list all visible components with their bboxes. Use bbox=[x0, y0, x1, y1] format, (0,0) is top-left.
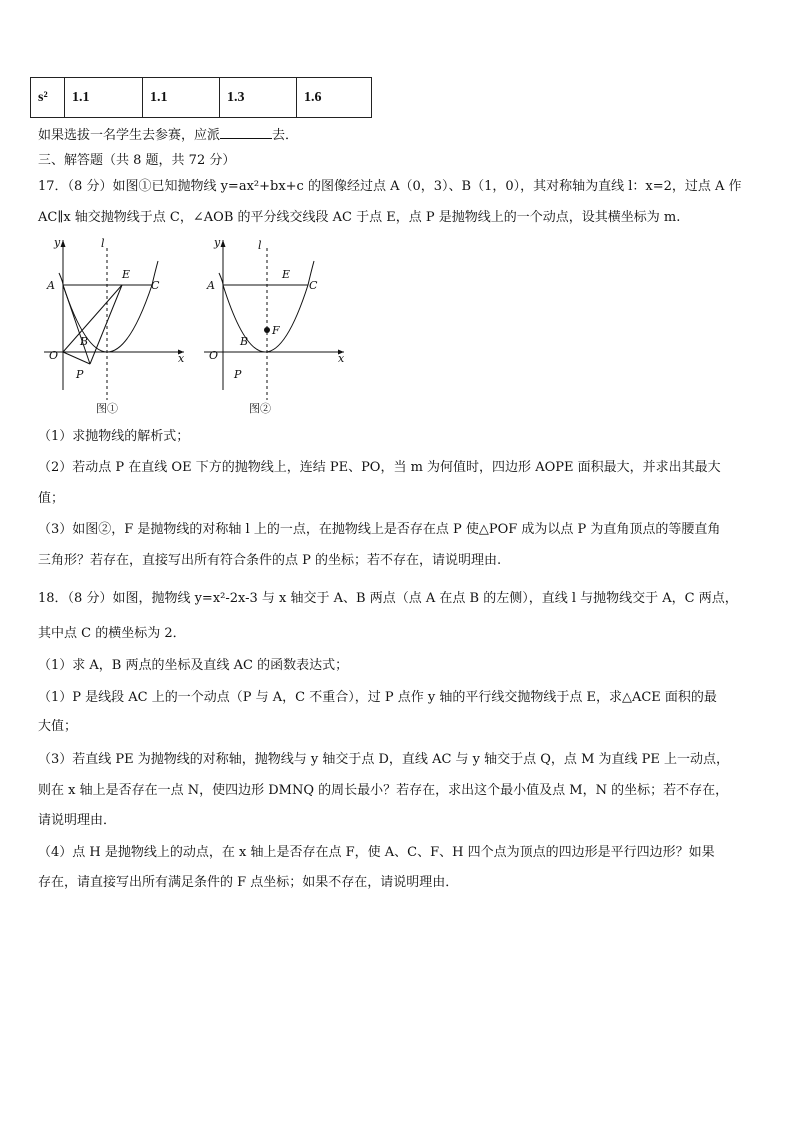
q17-line1: 17．（8 分）如图①已知抛物线 y=ax²+bx+c 的图像经过点 A（0，3）、B（1，0），其对称轴为直线 l：x=2，过点 A 作 bbox=[38, 179, 742, 194]
label-x: x bbox=[178, 352, 185, 365]
label-B: B bbox=[240, 335, 249, 348]
table-cell: 1.3 bbox=[220, 78, 297, 118]
label-P: P bbox=[76, 368, 84, 381]
parabola-ends bbox=[59, 261, 158, 285]
q18-part3-line3: 请说明理由． bbox=[38, 813, 117, 828]
q18-line2: 其中点 C 的横坐标为 2． bbox=[38, 626, 186, 641]
y-axis-arrow-icon bbox=[221, 240, 226, 247]
figure-2-caption: 图② bbox=[249, 402, 271, 415]
q18-part4-line1: （4）点 H 是抛物线上的动点，在 x 轴上是否存在点 F，使 A、C、F、H 四个点为顶点的四边形是平行四边形？如果 bbox=[38, 845, 715, 860]
q18-part4-line2: 存在，请直接写出所有满足条件的 F 点坐标；如果不存在，请说明理由． bbox=[38, 875, 459, 890]
q18-part2-line2: 大值； bbox=[38, 719, 78, 734]
label-C: C bbox=[309, 279, 318, 292]
section-heading: 三、解答题（共 8 题，共 72 分） bbox=[38, 153, 236, 168]
label-l: l bbox=[258, 239, 262, 252]
label-B: B bbox=[80, 335, 89, 348]
label-y: y bbox=[54, 236, 61, 249]
figure-2 bbox=[200, 230, 350, 420]
q16-text-before: 如果选拔一名学生去参赛，应派 bbox=[38, 128, 221, 143]
label-l: l bbox=[101, 237, 105, 250]
q18-line1: 18．（8 分）如图，抛物线 y=x²-2x-3 与 x 轴交于 A、B 两点（点 A 在点 B 的左侧），直线 l 与抛物线交于 A，C 两点， bbox=[38, 591, 738, 606]
segment-OP bbox=[63, 352, 90, 364]
table-cell: 1.1 bbox=[65, 78, 143, 118]
q17-part2-line2: 值； bbox=[38, 491, 65, 506]
q18-part1: （1）求 A，B 两点的坐标及直线 AC 的函数表达式； bbox=[38, 658, 349, 673]
q17-part1: （1）求抛物线的解析式； bbox=[38, 429, 190, 444]
q16-text-after: 去． bbox=[272, 128, 299, 143]
variance-table bbox=[30, 77, 372, 118]
label-P: P bbox=[234, 368, 242, 381]
table-cell: 1.1 bbox=[143, 78, 220, 118]
q18-part3-line2: 则在 x 轴上是否存在一点 N，使四边形 DMNQ 的周长最小？若存在，求出这个最小值及点 M，N 的坐标；若不存在， bbox=[38, 783, 729, 798]
y-axis-arrow-icon bbox=[61, 240, 66, 247]
q18-part2-line1: （1）P 是线段 AC 上的一个动点（P 与 A，C 不重合），过 P 点作 y 轴的平行线交抛物线于点 E，求△ACE 面积的最 bbox=[38, 690, 717, 705]
label-x: x bbox=[338, 352, 345, 365]
label-E: E bbox=[282, 268, 291, 281]
label-E: E bbox=[122, 268, 131, 281]
label-A: A bbox=[47, 279, 55, 292]
table-cell: s² bbox=[31, 78, 65, 118]
q17-line2: AC∥x 轴交抛物线于点 C，∠AOB 的平分线交线段 AC 于点 E，点 P 是抛物线上的一个动点，设其横坐标为 m. bbox=[38, 210, 681, 225]
label-C: C bbox=[151, 279, 160, 292]
parabola-curve bbox=[223, 285, 308, 352]
figure-1-caption: 图① bbox=[96, 402, 118, 415]
label-y: y bbox=[214, 236, 221, 249]
label-O: O bbox=[209, 349, 219, 362]
figure-1 bbox=[40, 230, 190, 420]
table-cell: 1.6 bbox=[297, 78, 372, 118]
q16-answer-line bbox=[38, 126, 768, 145]
label-F: F bbox=[272, 324, 280, 337]
answer-blank bbox=[220, 126, 272, 139]
point-F-marker bbox=[264, 327, 270, 333]
segment-OE bbox=[63, 285, 122, 352]
q17-part3-line1: （3）如图②，F 是抛物线的对称轴 l 上的一点，在抛物线上是否存在点 P 使△POF 成为以点 P 为直角顶点的等腰直角 bbox=[38, 522, 721, 537]
label-A: A bbox=[207, 279, 215, 292]
table-row bbox=[31, 78, 372, 118]
label-O: O bbox=[49, 349, 59, 362]
parabola-curve bbox=[63, 285, 152, 352]
q18-part3-line1: （3）若直线 PE 为抛物线的对称轴，抛物线与 y 轴交于点 D，直线 AC 与 y 轴交于点 Q，点 M 为直线 PE 上一动点， bbox=[38, 752, 730, 767]
q17-part2-line1: （2）若动点 P 在直线 OE 下方的抛物线上，连结 PE、PO，当 m 为何值时，四边形 AOPE 面积最大，并求出其最大 bbox=[38, 460, 721, 475]
q17-part3-line2: 三角形？若存在，直接写出所有符合条件的点 P 的坐标；若不存在，请说明理由. bbox=[38, 553, 502, 568]
